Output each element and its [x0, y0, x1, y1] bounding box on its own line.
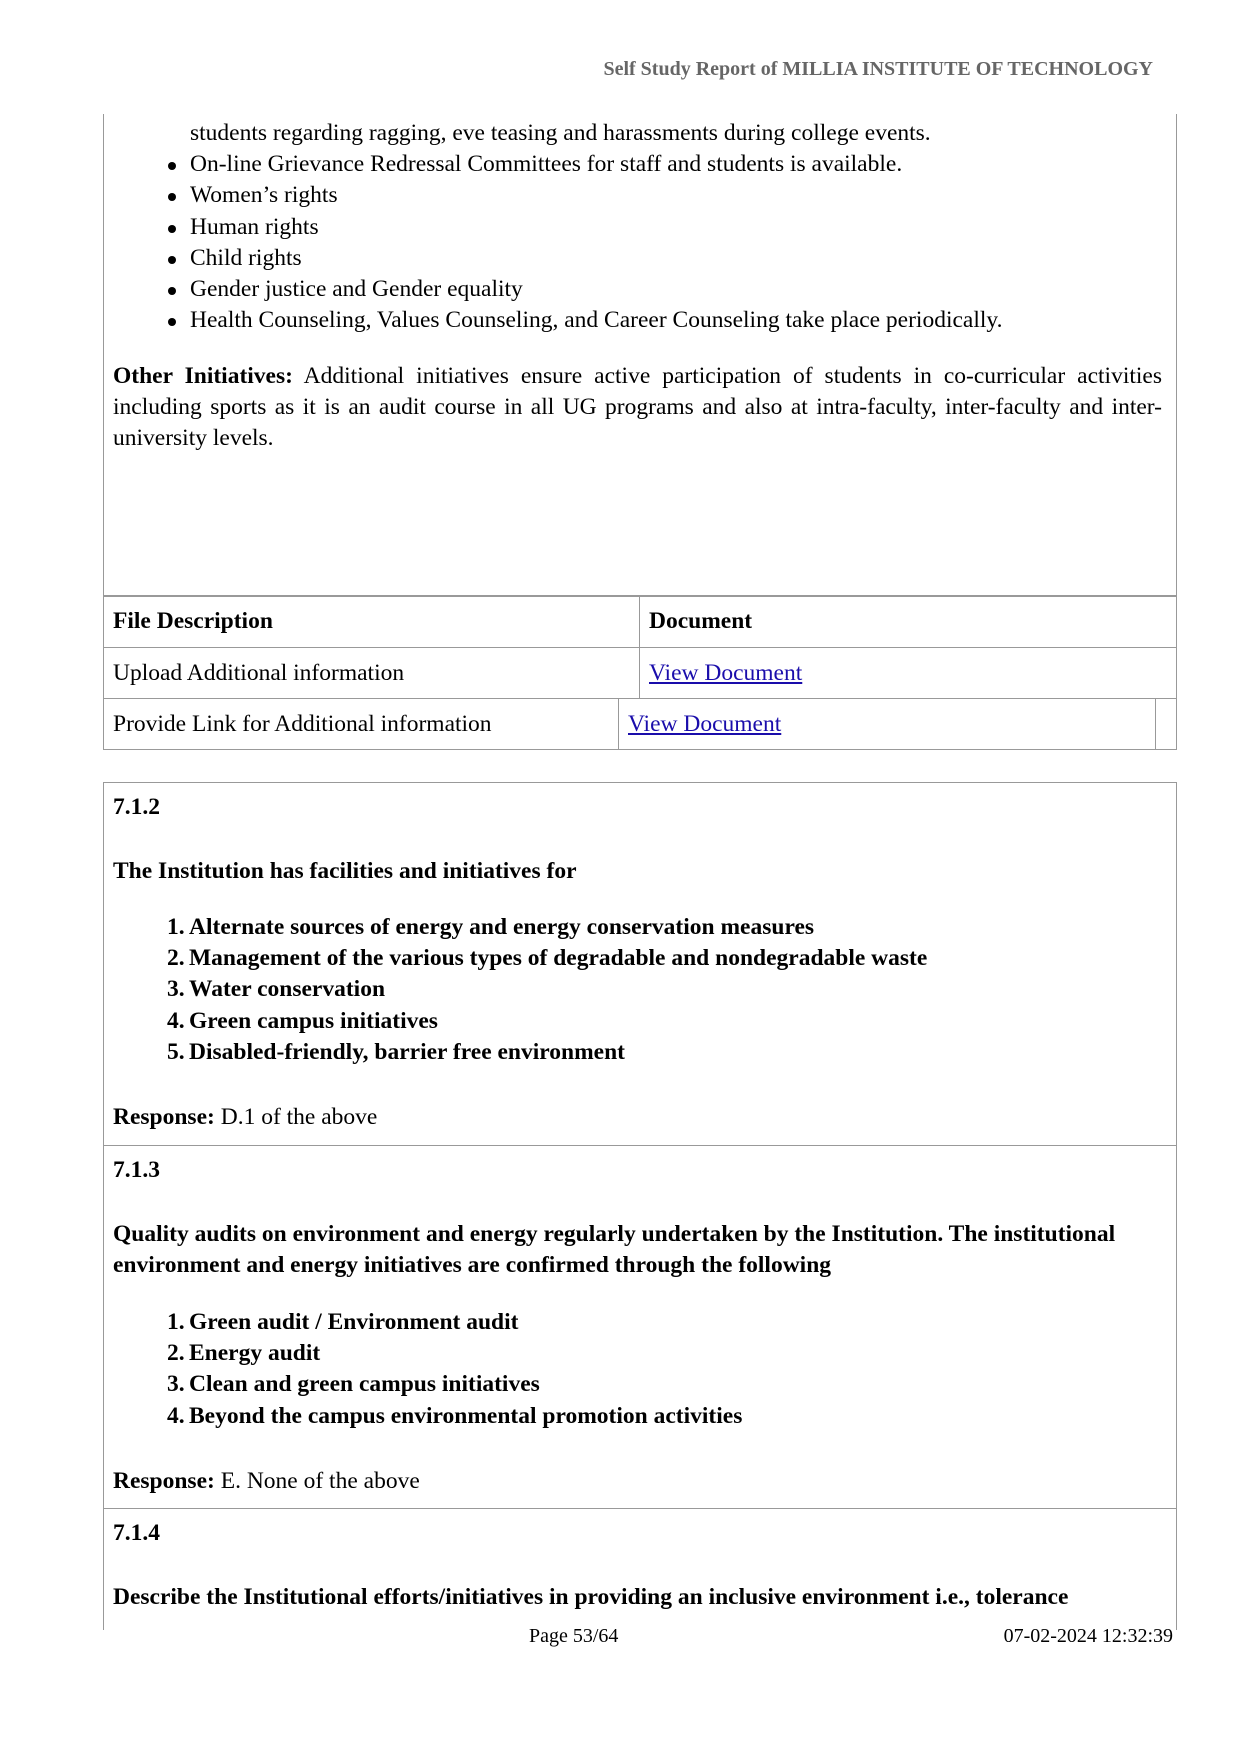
list-item: Gender justice and Gender equality: [170, 274, 1003, 305]
file-description-table: [103, 595, 1177, 750]
list-item: 3. Water conservation: [167, 976, 386, 1003]
column-header-file-description: File Description: [113, 608, 273, 634]
page-number: Page 53/64: [529, 1625, 619, 1647]
metric-number: 7.1.3: [113, 1157, 160, 1183]
list-item: 1. Green audit / Environment audit: [167, 1309, 519, 1335]
metric-response: Response: D.1 of the above: [113, 1104, 378, 1130]
other-initiatives-paragraph: [113, 361, 1162, 455]
table-row: [104, 647, 1176, 698]
view-document-link[interactable]: View Document: [649, 659, 803, 686]
timestamp: 07-02-2024 12:32:39: [1003, 1625, 1173, 1647]
metric-number: 7.1.4: [113, 1520, 160, 1546]
list-item: 1. Alternate sources of energy and energy conservation measures: [167, 914, 815, 940]
metric-section-7-1-3: [104, 1145, 1176, 1508]
metric-statement: Describe the Institutional efforts/initiatives in providing an inclusive environment i.e., tolerance: [113, 1584, 1069, 1610]
table-header-row: [104, 596, 1176, 647]
list-item: 4. Beyond the campus environmental promotion activities: [167, 1402, 743, 1429]
list-item: Health Counseling, Values Counseling, and Career Counseling take place periodically.: [170, 305, 1003, 336]
list-item: Human rights: [170, 212, 1003, 243]
metric-number: 7.1.2: [113, 794, 160, 820]
other-initiatives-label: Other Initiatives:: [113, 363, 293, 389]
list-item: 5. Disabled-friendly, barrier free environment: [167, 1038, 626, 1065]
metric-response: Response: E. None of the above: [113, 1468, 420, 1494]
metric-section-7-1-4: [104, 1508, 1176, 1629]
list-item: Child rights: [170, 243, 1003, 274]
report-header: Self Study Report of MILLIA INSTITUTE OF TECHNOLOGY: [603, 58, 1153, 80]
list-item: 2. Management of the various types of degradable and nondegradable waste: [167, 945, 928, 972]
metric-options-list: [167, 1307, 742, 1432]
column-header-document: Document: [639, 596, 1176, 647]
table-row: [104, 698, 1176, 749]
list-item: 4. Green campus initiatives: [167, 1007, 438, 1034]
metric-statement: The Institution has facilities and initiatives for: [113, 858, 577, 884]
metric-section-7-1-2: [104, 783, 1176, 1145]
list-item: 3. Clean and green campus initiatives: [167, 1371, 540, 1398]
initiatives-box: [103, 114, 1177, 597]
file-description-cell: Provide Link for Additional information: [113, 710, 492, 737]
document-cell: [618, 699, 1156, 749]
list-item: 2. Energy audit: [167, 1340, 321, 1367]
document-cell: [639, 648, 1176, 698]
initiatives-list: [170, 118, 1003, 336]
metric-statement: Quality audits on environment and energy regularly undertaken by the Institution. The institutional environment and energy initiatives are confirmed through the following: [113, 1221, 1116, 1279]
list-item: On-line Grievance Redressal Committees for staff and students is available.: [170, 149, 1003, 180]
list-item: Women’s rights: [170, 180, 1003, 211]
list-item: students regarding ragging, eve teasing and harassments during college events.: [190, 120, 931, 146]
metrics-box: [103, 782, 1177, 1630]
view-document-link[interactable]: View Document: [628, 710, 782, 737]
file-description-cell: Upload Additional information: [113, 659, 405, 686]
other-initiatives-text: Additional initiatives ensure active participation of students in co-curricular activities including sports as it is an audit course in all UG programs and also at intra-faculty, inter-faculty and inter-university levels.: [113, 363, 1162, 452]
metric-options-list: [167, 912, 927, 1068]
